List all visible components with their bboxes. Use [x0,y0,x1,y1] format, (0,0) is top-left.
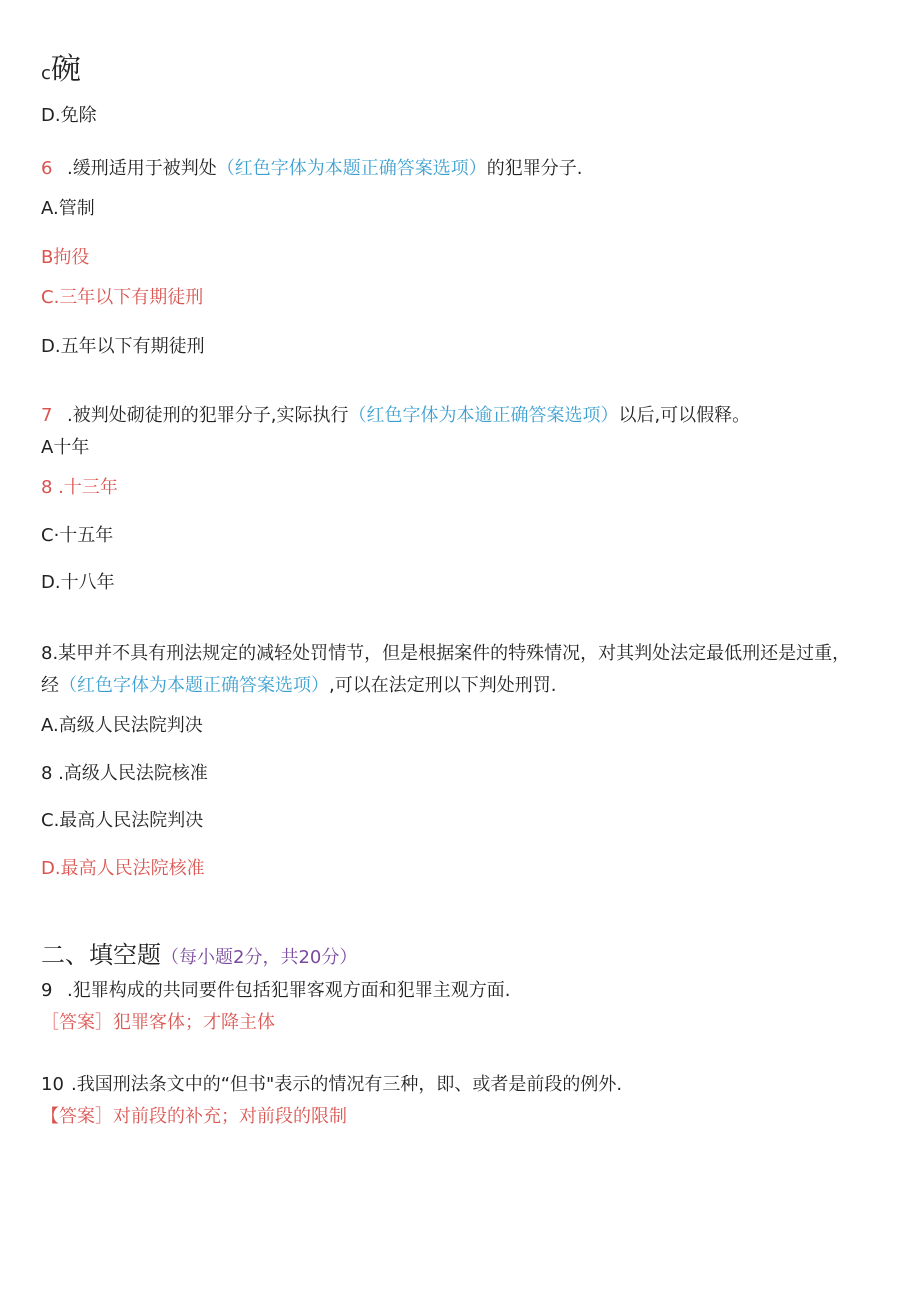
question-8-line2 [41,674,556,698]
answer-hint: （红色字体为本逾正确答案选项） [348,405,619,426]
q9-answer: ［答案］犯罪客体；才降主体 [41,1012,275,1033]
q8-option-c: C.最高人民法院判决 [41,810,204,831]
question-stem-end: ,可以在法定刑以下判处刑罚. [329,675,557,696]
question-stem: .我国刑法条文中的“但书"表示的情况有三种，即、或者是前段的例外. [71,1074,623,1095]
q8-option-a: A.高级人民法院判决 [41,715,203,736]
q7-option-a: A十年 [41,437,90,458]
question-number: 6 [41,158,53,179]
q10-answer: 【答案］对前段的补充；对前段的限制 [41,1106,347,1127]
question-number: 9 [41,980,53,1001]
option-letter: c [41,63,51,84]
q8-option-d-correct: D.最高人民法院核准 [41,858,205,879]
q7-option-d: D.十八年 [41,572,115,593]
question-10 [41,1073,622,1097]
question-6 [41,157,582,181]
question-stem-start: .被判处砌徒刑的犯罪分子,实际执行 [67,405,349,426]
q7-option-b-correct: 8 .十三年 [41,477,118,498]
question-stem-end: 以后,可以假释。 [618,405,751,426]
question-stem-end: 的犯罪分子. [486,158,583,179]
section-title: 二、填空题 [41,941,161,969]
answer-hint: （红色字体为本题正确答案选项） [216,158,487,179]
question-8-line1: 8.某甲并不具有刑法规定的减轻处罚情节，但是根据案件的特殊情况，对其判处法定最低刑还是过重， [41,643,851,664]
q6-option-b-correct: B拘役 [41,247,90,268]
q6-option-a: A.管制 [41,198,95,219]
question-stem: .犯罪构成的共同要件包括犯罪客观方面和犯罪主观方面. [67,980,511,1001]
question-number: 7 [41,405,53,426]
answer-hint: （红色字体为本题正确答案选项） [59,675,329,696]
q7-option-c: C·十五年 [41,525,114,546]
section-heading [41,940,357,970]
question-9 [41,979,510,1003]
q6-option-c-correct: C.三年以下有期徒刑 [41,287,204,308]
q6-option-d: D.五年以下有期徒刑 [41,336,205,357]
question-stem-start: .缓刑适用于被判处 [67,158,217,179]
option-c-partial [41,52,81,88]
question-stem-start: 经 [41,675,59,696]
q8-option-b: 8 .高级人民法院核准 [41,763,208,784]
question-7 [41,404,750,428]
question-number: 10 [41,1074,64,1095]
option-text: 碗 [50,52,81,87]
section-note: （每小题2分，共20分） [161,947,358,968]
option-d-exempt: D.免除 [41,105,97,126]
